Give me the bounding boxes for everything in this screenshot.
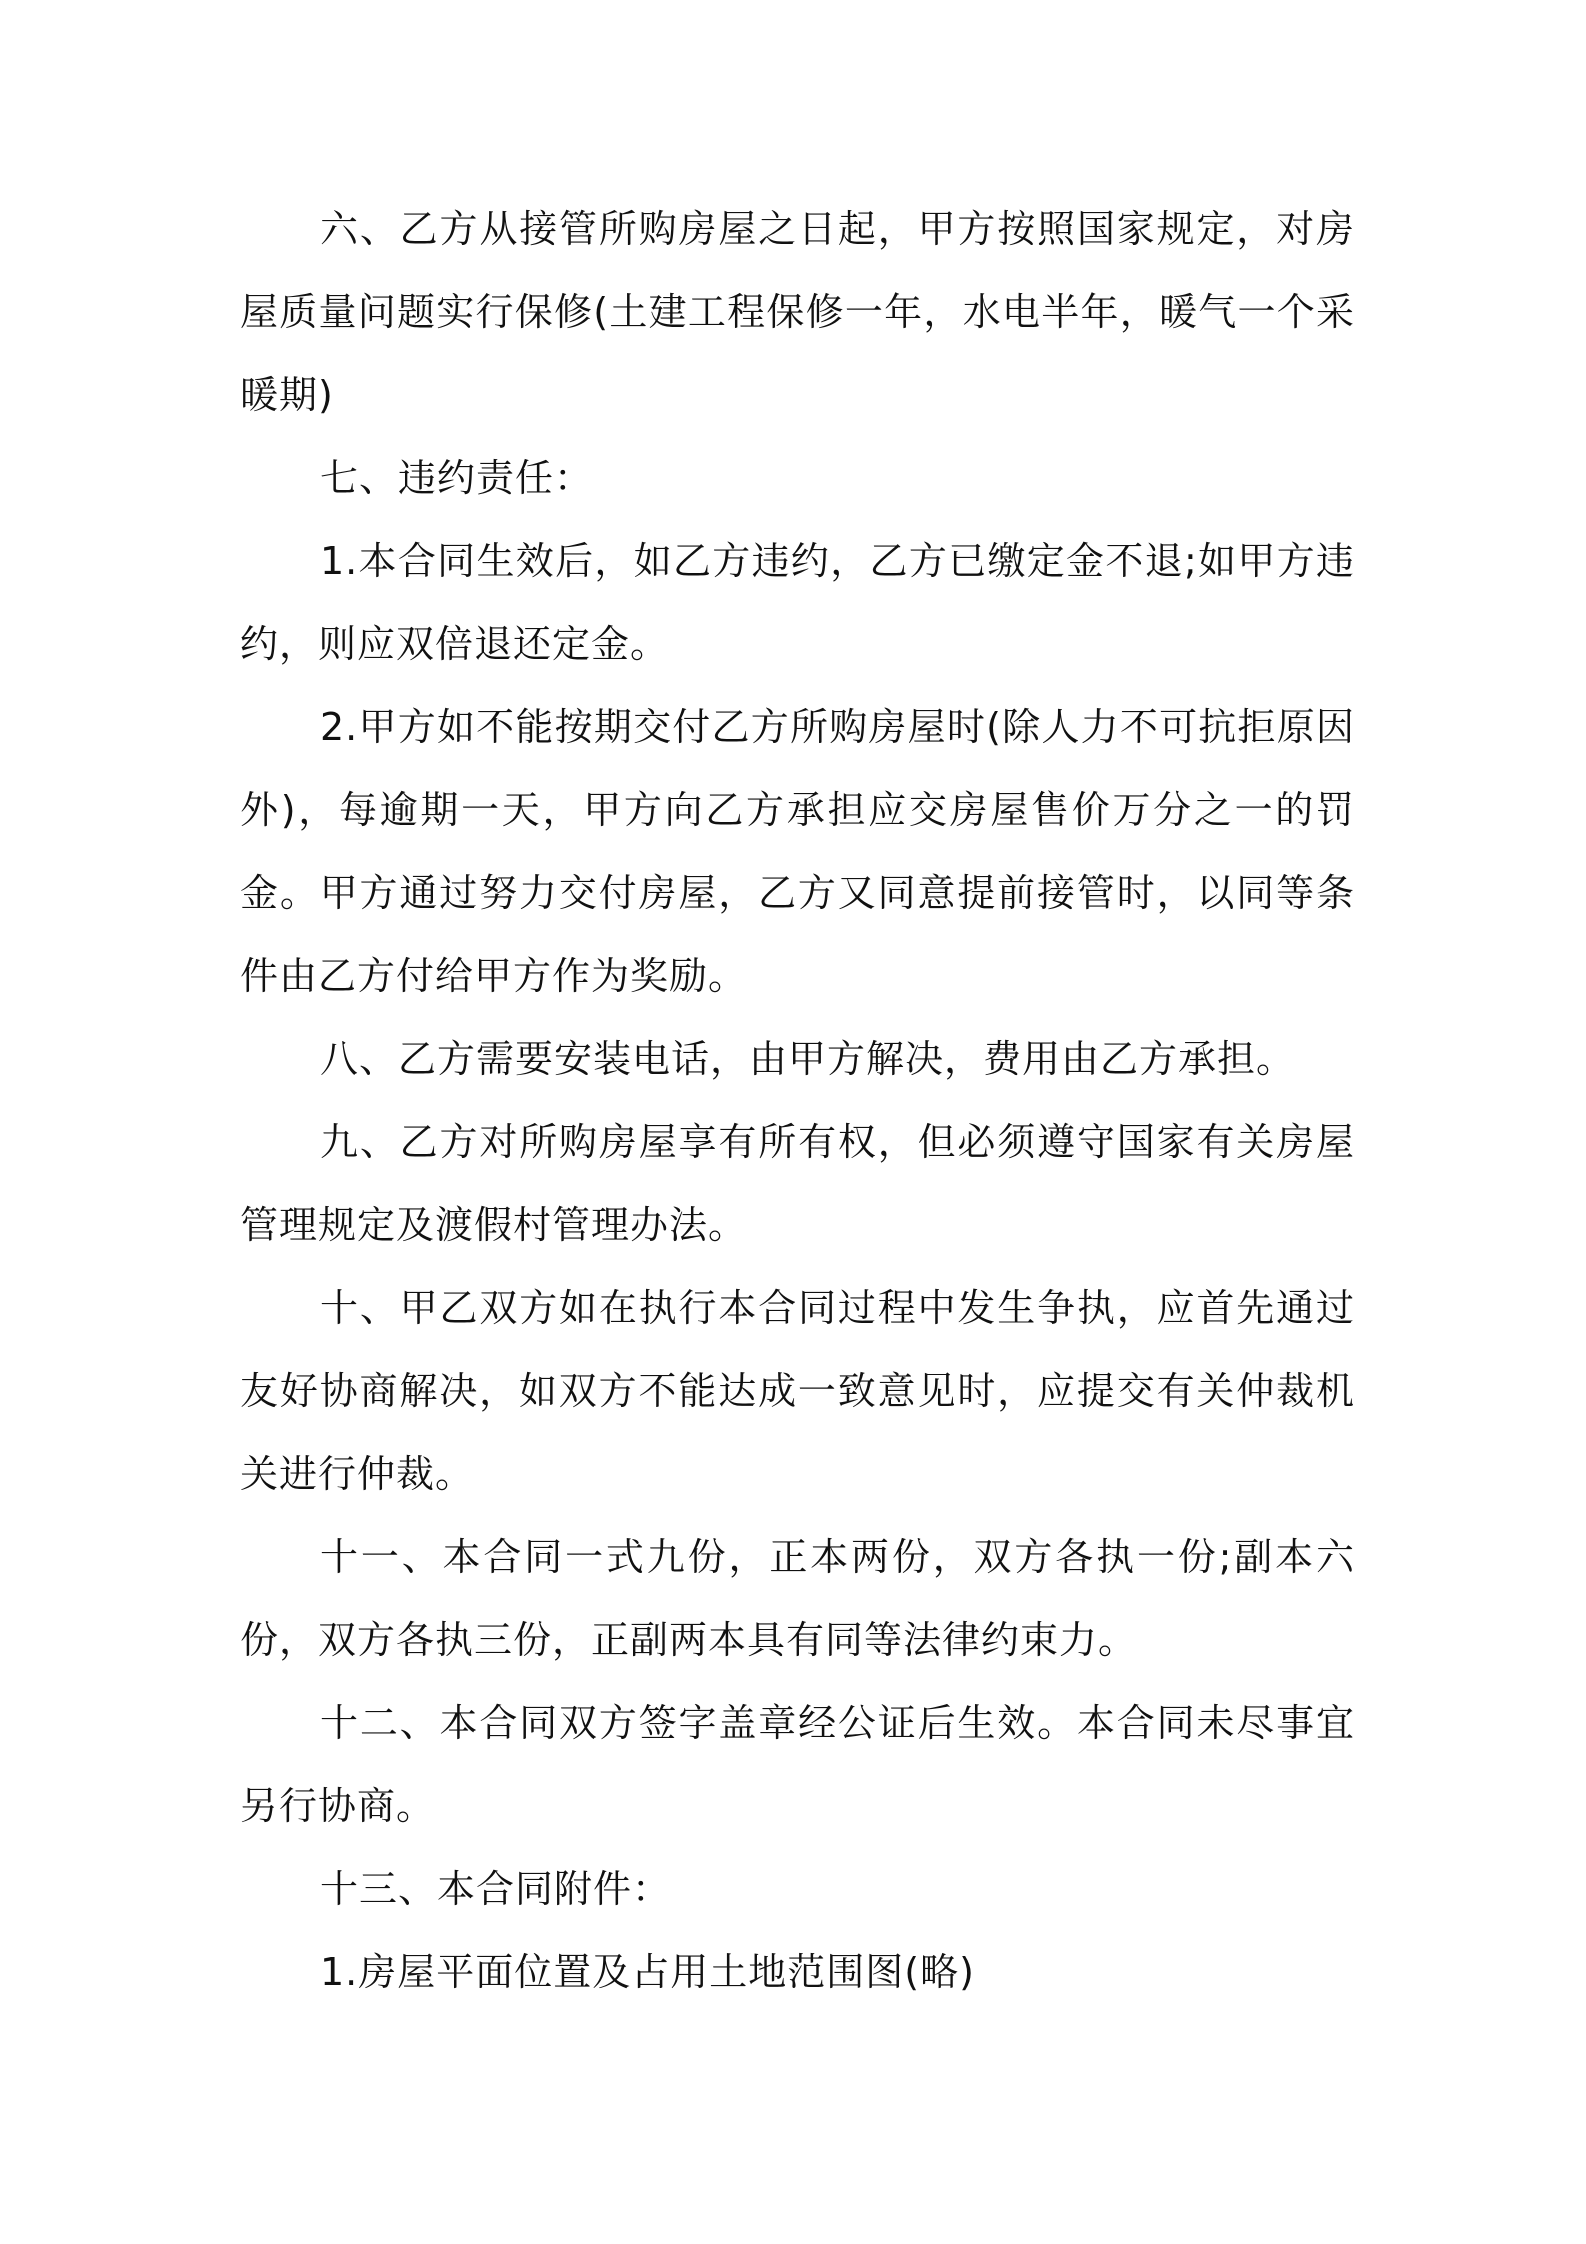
paragraph-attachments-heading: 十三、本合同附件： (320, 1867, 672, 1911)
paragraph-liability-1: 1.本合同生效后，如乙方违约，乙方已缴定金不退;如甲方违约，则应双倍退还定金。 (240, 539, 1355, 666)
paragraph-copies: 十一、本合同一式九份，正本两份，双方各执一份;副本六份，双方各执三份，正副两本具有同等法律约束力。 (240, 1535, 1355, 1662)
contract-body (240, 188, 1355, 2014)
paragraph-telephone: 八、乙方需要安装电话，由甲方解决，费用由乙方承担。 (320, 1037, 1296, 1081)
paragraph-liability-2: 2.甲方如不能按期交付乙方所购房屋时(除人力不可抗拒原因外)，每逾期一天，甲方向乙方承担应交房屋售价万分之一的罚金。甲方通过努力交付房屋，乙方又同意提前接管时，以同等条件由乙方付给甲方作为奖励。 (240, 705, 1355, 998)
paragraph-warranty: 六、乙方从接管所购房屋之日起，甲方按照国家规定，对房屋质量问题实行保修(土建工程保修一年，水电半年，暖气一个采暖期) (240, 207, 1355, 417)
paragraph-liability-heading: 七、违约责任： (320, 456, 594, 500)
paragraph-attachment-1: 1.房屋平面位置及占用土地范围图(略) (320, 1950, 975, 1994)
paragraph-dispute: 十、甲乙双方如在执行本合同过程中发生争执，应首先通过友好协商解决，如双方不能达成一致意见时，应提交有关仲裁机关进行仲裁。 (240, 1286, 1355, 1496)
paragraph-effective: 十二、本合同双方签字盖章经公证后生效。本合同未尽事宜另行协商。 (240, 1701, 1355, 1828)
paragraph-ownership: 九、乙方对所购房屋享有所有权，但必须遵守国家有关房屋管理规定及渡假村管理办法。 (240, 1120, 1355, 1247)
